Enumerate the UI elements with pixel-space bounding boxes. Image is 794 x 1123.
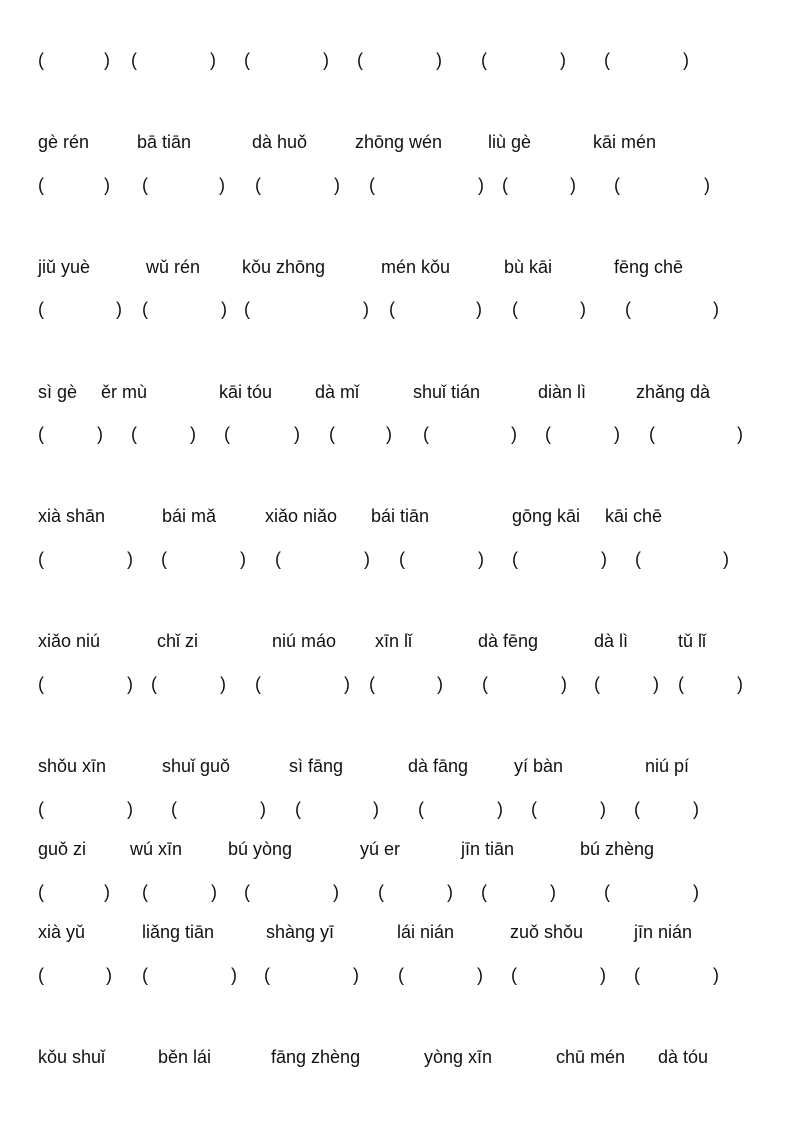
- answer-blank-open-paren[interactable]: (: [512, 549, 518, 569]
- pinyin-row: [0, 130, 794, 154]
- answer-blank-open-paren[interactable]: (: [275, 549, 281, 569]
- answer-blank-close-paren[interactable]: ): [323, 50, 329, 70]
- pinyin-word: kāi chē: [605, 506, 663, 526]
- answer-blank-row: [0, 173, 794, 197]
- pinyin-word: xià shān: [38, 506, 106, 526]
- answer-blank-close-paren[interactable]: ): [723, 549, 729, 569]
- answer-blank-close-paren[interactable]: ): [737, 674, 743, 694]
- pinyin-word: yòng xīn: [424, 1047, 493, 1067]
- pinyin-word: sì fāng: [289, 756, 344, 776]
- answer-blank-close-paren[interactable]: ): [447, 882, 453, 902]
- answer-blank-close-paren[interactable]: ): [219, 175, 225, 195]
- answer-blank-close-paren[interactable]: ): [240, 549, 246, 569]
- answer-blank-row: [0, 297, 794, 321]
- pinyin-word: bái mǎ: [162, 506, 217, 526]
- answer-blank-close-paren[interactable]: ): [106, 965, 112, 985]
- answer-blank-close-paren[interactable]: ): [210, 50, 216, 70]
- answer-blank-open-paren[interactable]: (: [511, 965, 517, 985]
- pinyin-word: shǒu xīn: [38, 756, 107, 776]
- answer-blank-close-paren[interactable]: ): [511, 424, 517, 444]
- answer-blank-close-paren[interactable]: ): [211, 882, 217, 902]
- answer-blank-open-paren[interactable]: (: [38, 965, 44, 985]
- answer-blank-open-paren[interactable]: (: [255, 175, 261, 195]
- answer-blank-close-paren[interactable]: ): [737, 424, 743, 444]
- pinyin-row: [0, 504, 794, 528]
- answer-blank-close-paren[interactable]: ): [127, 799, 133, 819]
- answer-blank-open-paren[interactable]: (: [378, 882, 384, 902]
- pinyin-row: [0, 380, 794, 404]
- answer-blank-open-paren[interactable]: (: [255, 674, 261, 694]
- answer-blank-open-paren[interactable]: (: [389, 299, 395, 319]
- answer-blank-close-paren[interactable]: ): [561, 674, 567, 694]
- answer-blank-open-paren[interactable]: (: [634, 799, 640, 819]
- pinyin-word: bái tiān: [371, 506, 430, 526]
- pinyin-word: diàn lì: [538, 382, 587, 402]
- pinyin-word: kāi tóu: [219, 382, 273, 402]
- pinyin-word: kǒu zhōng: [242, 257, 326, 277]
- pinyin-word: yú er: [360, 839, 401, 859]
- answer-blank-open-paren[interactable]: (: [614, 175, 620, 195]
- answer-blank-open-paren[interactable]: (: [545, 424, 551, 444]
- answer-blank-open-paren[interactable]: (: [531, 799, 537, 819]
- answer-blank-open-paren[interactable]: (: [38, 175, 44, 195]
- pinyin-word: kāi mén: [593, 132, 657, 152]
- pinyin-word: wú xīn: [130, 839, 183, 859]
- pinyin-word: dà fāng: [408, 756, 469, 776]
- answer-blank-close-paren[interactable]: ): [476, 299, 482, 319]
- pinyin-word: gōng kāi: [512, 506, 581, 526]
- answer-blank-open-paren[interactable]: (: [142, 175, 148, 195]
- pinyin-word: bú zhèng: [580, 839, 655, 859]
- pinyin-word: shuǐ tián: [413, 382, 481, 402]
- pinyin-word: dà huǒ: [252, 132, 308, 152]
- pinyin-word: chū mén: [556, 1047, 626, 1067]
- answer-blank-close-paren[interactable]: ): [550, 882, 556, 902]
- pinyin-word: kǒu shuǐ: [38, 1047, 106, 1067]
- answer-blank-close-paren[interactable]: ): [478, 549, 484, 569]
- pinyin-word: dà fēng: [478, 631, 539, 651]
- pinyin-word: bú yòng: [228, 839, 293, 859]
- pinyin-word: shuǐ guǒ: [162, 756, 231, 776]
- answer-blank-close-paren[interactable]: ): [364, 549, 370, 569]
- answer-blank-open-paren[interactable]: (: [142, 965, 148, 985]
- pinyin-word: bā tiān: [137, 132, 192, 152]
- answer-blank-row: [0, 547, 794, 571]
- pinyin-word: liù gè: [488, 132, 532, 152]
- answer-blank-open-paren[interactable]: (: [38, 674, 44, 694]
- answer-blank-close-paren[interactable]: ): [436, 50, 442, 70]
- answer-blank-close-paren[interactable]: ): [260, 799, 266, 819]
- answer-blank-open-paren[interactable]: (: [38, 799, 44, 819]
- answer-blank-close-paren[interactable]: ): [600, 799, 606, 819]
- answer-blank-close-paren[interactable]: ): [600, 965, 606, 985]
- pinyin-word: jīn nián: [634, 922, 693, 942]
- pinyin-word: niú máo: [272, 631, 337, 651]
- pinyin-word: mén kǒu: [381, 257, 451, 277]
- pinyin-word: jiǔ yuè: [38, 257, 91, 277]
- answer-blank-close-paren[interactable]: ): [363, 299, 369, 319]
- answer-blank-open-paren[interactable]: (: [369, 674, 375, 694]
- answer-blank-close-paren[interactable]: ): [653, 674, 659, 694]
- answer-blank-open-paren[interactable]: (: [171, 799, 177, 819]
- pinyin-word: dà tóu: [658, 1047, 709, 1067]
- answer-blank-close-paren[interactable]: ): [683, 50, 689, 70]
- pinyin-word: zhǎng dà: [636, 382, 711, 402]
- answer-blank-open-paren[interactable]: (: [142, 882, 148, 902]
- answer-blank-close-paren[interactable]: ): [104, 882, 110, 902]
- answer-blank-close-paren[interactable]: ): [478, 175, 484, 195]
- pinyin-row: [0, 837, 794, 861]
- pinyin-word: wǔ rén: [146, 257, 201, 277]
- answer-blank-open-paren[interactable]: (: [131, 424, 137, 444]
- answer-blank-open-paren[interactable]: (: [594, 674, 600, 694]
- answer-blank-close-paren[interactable]: ): [231, 965, 237, 985]
- answer-blank-open-paren[interactable]: (: [399, 549, 405, 569]
- answer-blank-close-paren[interactable]: ): [97, 424, 103, 444]
- answer-blank-close-paren[interactable]: ): [704, 175, 710, 195]
- answer-blank-open-paren[interactable]: (: [604, 882, 610, 902]
- pinyin-word: fēng chē: [614, 257, 684, 277]
- answer-blank-close-paren[interactable]: ): [693, 799, 699, 819]
- pinyin-word: zuǒ shǒu: [510, 922, 584, 942]
- answer-blank-open-paren[interactable]: (: [161, 549, 167, 569]
- answer-blank-open-paren[interactable]: (: [38, 299, 44, 319]
- pinyin-word: guǒ zi: [38, 839, 87, 859]
- pinyin-word: shàng yī: [266, 922, 335, 942]
- answer-blank-close-paren[interactable]: ): [580, 299, 586, 319]
- answer-blank-close-paren[interactable]: ): [570, 175, 576, 195]
- answer-blank-open-paren[interactable]: (: [244, 299, 250, 319]
- pinyin-word: dà lì: [594, 631, 629, 651]
- answer-blank-open-paren[interactable]: (: [244, 882, 250, 902]
- answer-blank-open-paren[interactable]: (: [38, 424, 44, 444]
- answer-blank-open-paren[interactable]: (: [38, 882, 44, 902]
- pinyin-word: xiǎo niú: [38, 631, 101, 651]
- answer-blank-open-paren[interactable]: (: [357, 50, 363, 70]
- pinyin-word: liǎng tiān: [142, 922, 215, 942]
- answer-blank-open-paren[interactable]: (: [649, 424, 655, 444]
- answer-blank-open-paren[interactable]: (: [264, 965, 270, 985]
- answer-blank-open-paren[interactable]: (: [329, 424, 335, 444]
- answer-blank-close-paren[interactable]: ): [437, 674, 443, 694]
- answer-blank-open-paren[interactable]: (: [482, 674, 488, 694]
- pinyin-row: [0, 255, 794, 279]
- pinyin-word: yí bàn: [514, 756, 564, 776]
- answer-blank-close-paren[interactable]: ): [104, 50, 110, 70]
- answer-blank-open-paren[interactable]: (: [295, 799, 301, 819]
- answer-blank-close-paren[interactable]: ): [294, 424, 300, 444]
- answer-blank-close-paren[interactable]: ): [116, 299, 122, 319]
- answer-blank-close-paren[interactable]: ): [190, 424, 196, 444]
- pinyin-word: gè rén: [38, 132, 90, 152]
- answer-blank-close-paren[interactable]: ): [127, 549, 133, 569]
- answer-blank-open-paren[interactable]: (: [481, 50, 487, 70]
- answer-blank-close-paren[interactable]: ): [713, 965, 719, 985]
- answer-blank-row: [0, 880, 794, 904]
- answer-blank-close-paren[interactable]: ): [477, 965, 483, 985]
- answer-blank-open-paren[interactable]: (: [635, 549, 641, 569]
- answer-blank-open-paren[interactable]: (: [151, 674, 157, 694]
- pinyin-word: xià yǔ: [38, 922, 86, 942]
- answer-blank-close-paren[interactable]: ): [220, 674, 226, 694]
- answer-blank-open-paren[interactable]: (: [481, 882, 487, 902]
- answer-blank-close-paren[interactable]: ): [560, 50, 566, 70]
- answer-blank-open-paren[interactable]: (: [625, 299, 631, 319]
- answer-blank-close-paren[interactable]: ): [127, 674, 133, 694]
- pinyin-word: dà mǐ: [315, 382, 360, 402]
- pinyin-word: zhōng wén: [355, 132, 443, 152]
- pinyin-word: xīn lǐ: [375, 631, 413, 651]
- pinyin-word: niú pí: [645, 756, 690, 776]
- answer-blank-open-paren[interactable]: (: [423, 424, 429, 444]
- pinyin-word: fāng zhèng: [271, 1047, 361, 1067]
- answer-blank-close-paren[interactable]: ): [344, 674, 350, 694]
- answer-blank-open-paren[interactable]: (: [604, 50, 610, 70]
- answer-blank-open-paren[interactable]: (: [244, 50, 250, 70]
- pinyin-row: [0, 920, 794, 944]
- answer-blank-close-paren[interactable]: ): [713, 299, 719, 319]
- answer-blank-open-paren[interactable]: (: [224, 424, 230, 444]
- answer-blank-close-paren[interactable]: ): [693, 882, 699, 902]
- answer-blank-open-paren[interactable]: (: [142, 299, 148, 319]
- answer-blank-open-paren[interactable]: (: [678, 674, 684, 694]
- pinyin-word: bù kāi: [504, 257, 553, 277]
- pinyin-row: [0, 754, 794, 778]
- answer-blank-close-paren[interactable]: ): [334, 175, 340, 195]
- answer-blank-open-paren[interactable]: (: [369, 175, 375, 195]
- pinyin-row: [0, 629, 794, 653]
- answer-blank-row: [0, 797, 794, 821]
- answer-blank-close-paren[interactable]: ): [601, 549, 607, 569]
- answer-blank-close-paren[interactable]: ): [333, 882, 339, 902]
- answer-blank-open-paren[interactable]: (: [512, 299, 518, 319]
- pinyin-word: tǔ lǐ: [678, 631, 707, 651]
- answer-blank-open-paren[interactable]: (: [38, 549, 44, 569]
- answer-blank-row: [0, 48, 794, 72]
- answer-blank-open-paren[interactable]: (: [38, 50, 44, 70]
- pinyin-word: xiǎo niǎo: [265, 506, 338, 526]
- pinyin-word: sì gè: [38, 382, 78, 402]
- pinyin-word: jīn tiān: [461, 839, 515, 859]
- pinyin-word: lái nián: [397, 922, 455, 942]
- answer-blank-open-paren[interactable]: (: [502, 175, 508, 195]
- answer-blank-open-paren[interactable]: (: [131, 50, 137, 70]
- answer-blank-row: [0, 672, 794, 696]
- answer-blank-close-paren[interactable]: ): [373, 799, 379, 819]
- answer-blank-close-paren[interactable]: ): [497, 799, 503, 819]
- answer-blank-row: [0, 963, 794, 987]
- answer-blank-open-paren[interactable]: (: [398, 965, 404, 985]
- answer-blank-row: [0, 422, 794, 446]
- answer-blank-close-paren[interactable]: ): [614, 424, 620, 444]
- pinyin-row: [0, 1045, 794, 1069]
- pinyin-word: chǐ zi: [157, 631, 199, 651]
- pinyin-word: běn lái: [158, 1047, 212, 1067]
- pinyin-word: ěr mù: [101, 382, 148, 402]
- answer-blank-open-paren[interactable]: (: [418, 799, 424, 819]
- answer-blank-close-paren[interactable]: ): [221, 299, 227, 319]
- answer-blank-close-paren[interactable]: ): [353, 965, 359, 985]
- answer-blank-close-paren[interactable]: ): [386, 424, 392, 444]
- answer-blank-close-paren[interactable]: ): [104, 175, 110, 195]
- answer-blank-open-paren[interactable]: (: [634, 965, 640, 985]
